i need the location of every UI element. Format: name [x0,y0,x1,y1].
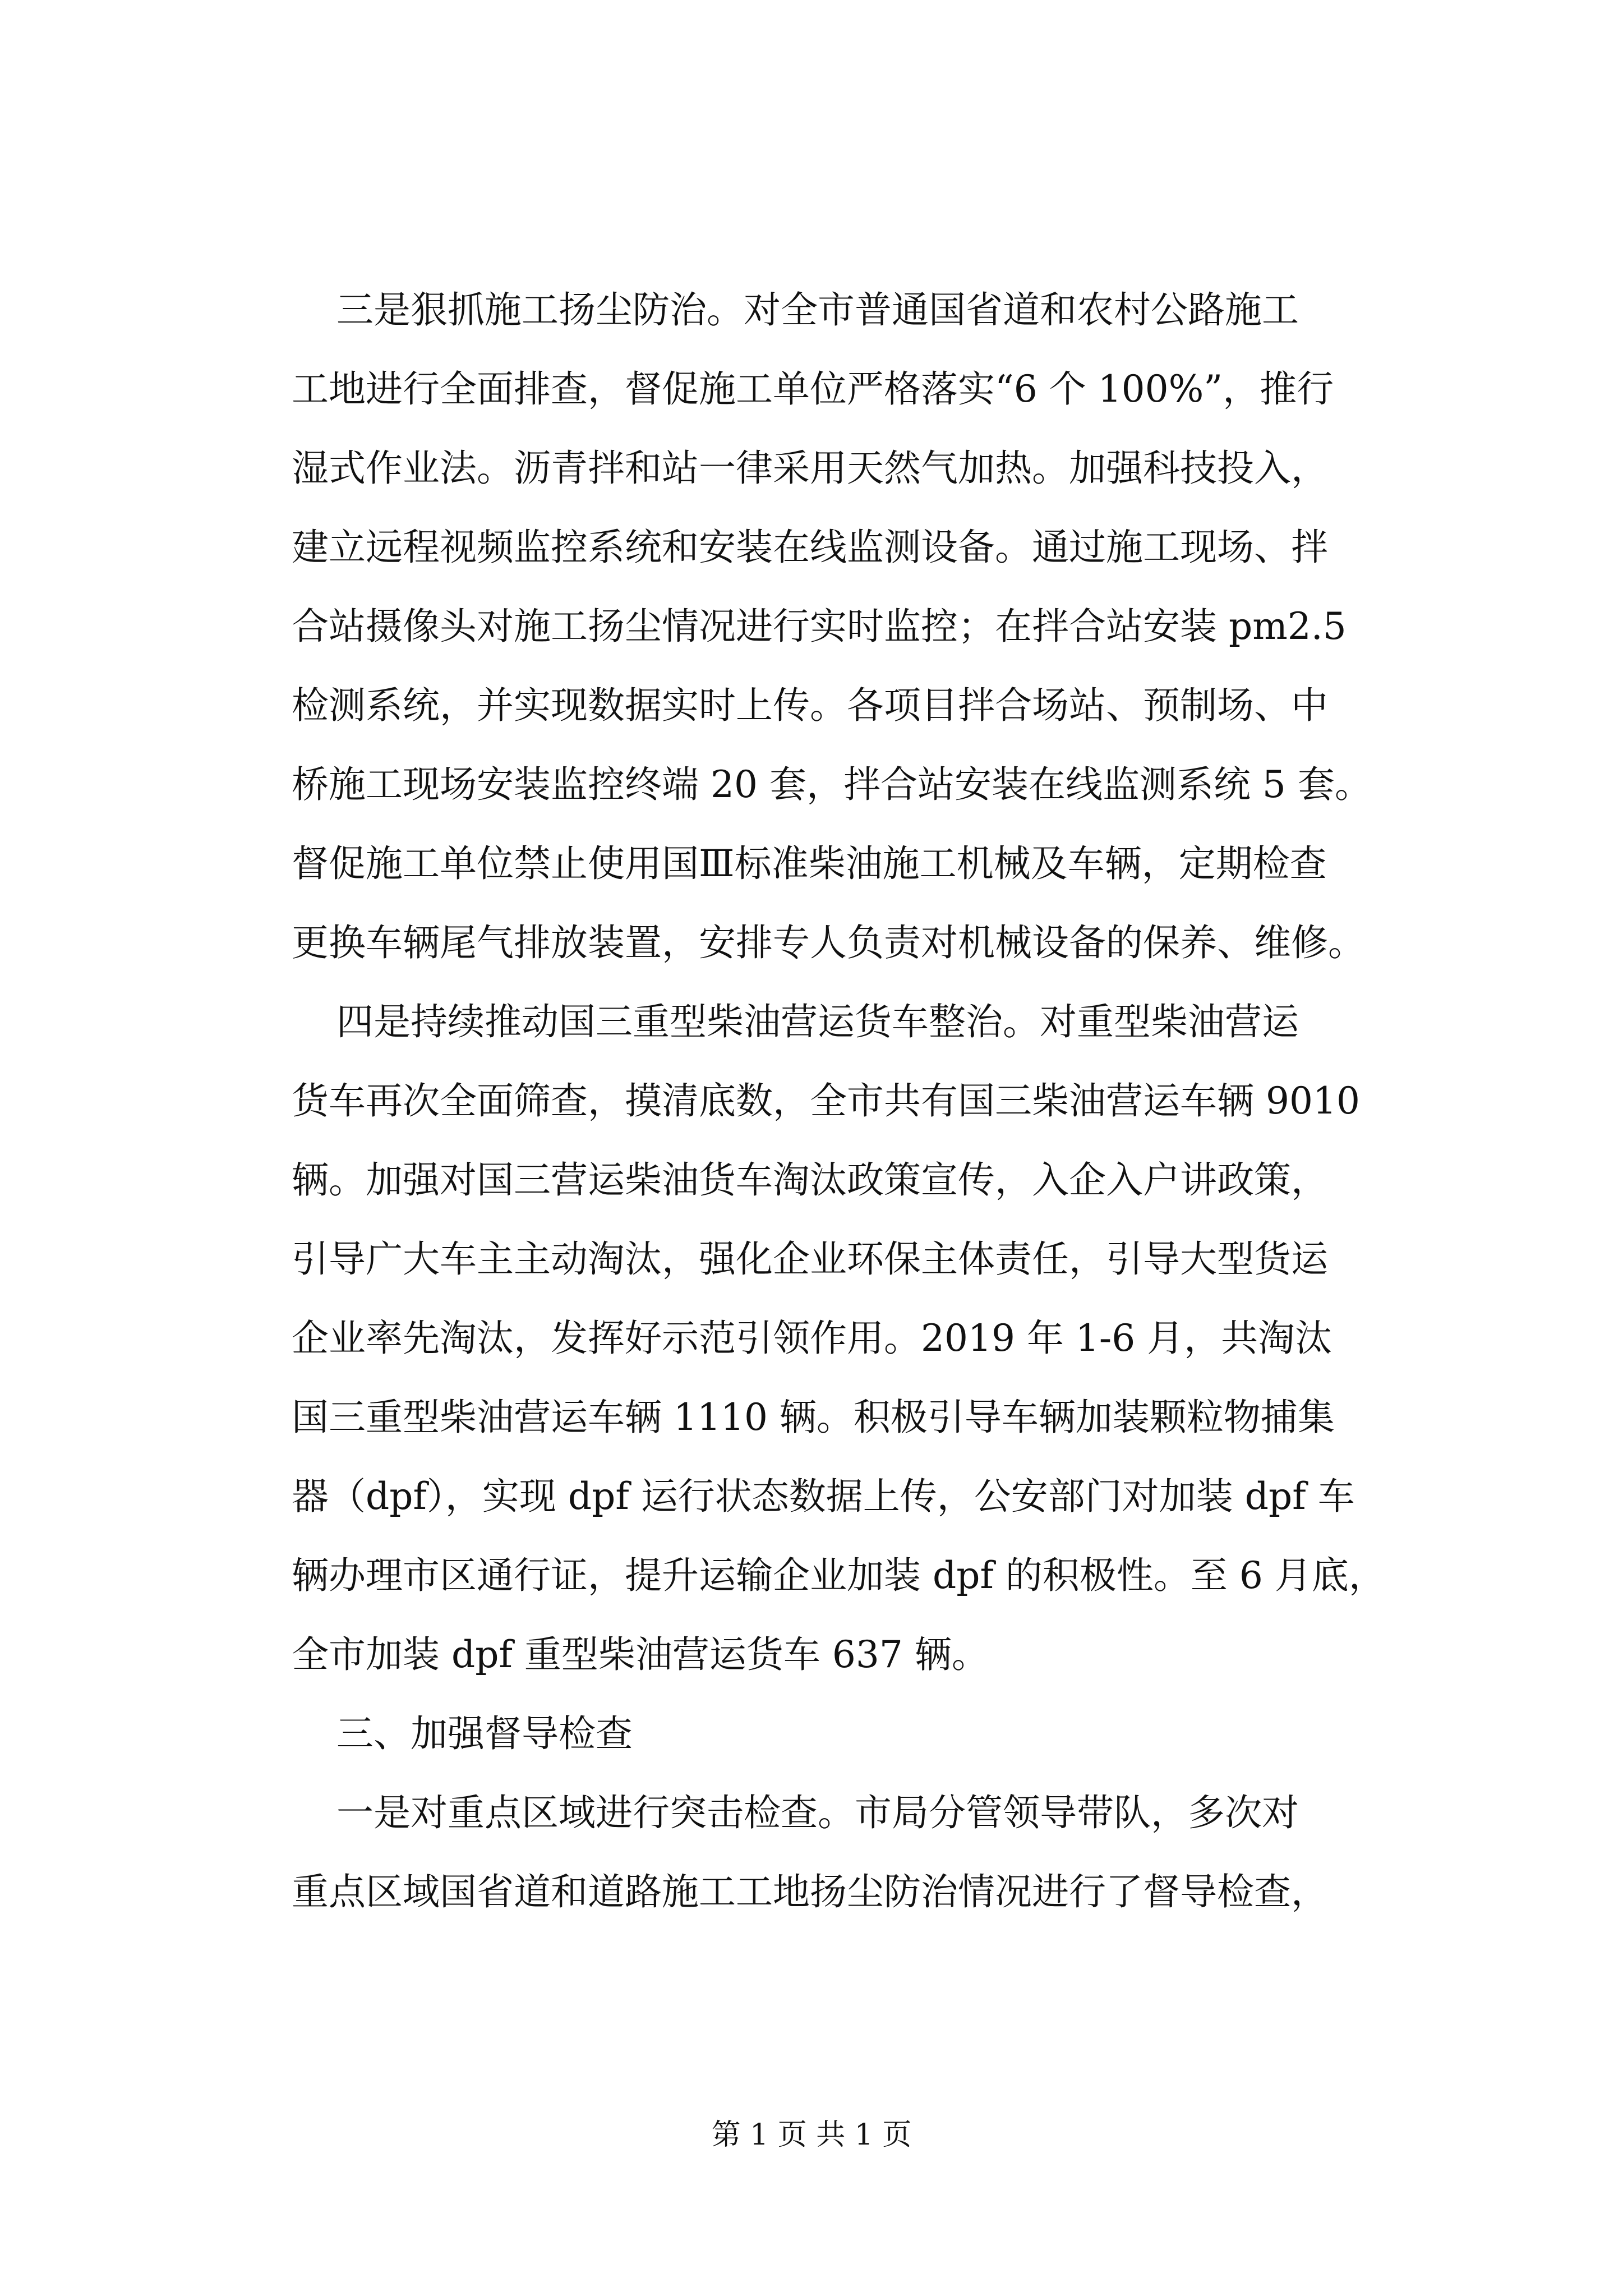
text-line: 工地进行全面排查，督促施工单位严格落实“6 个 100%”，推行 [292,367,1334,411]
text-line: 合站摄像头对施工扬尘情况进行实时监控；在拌合站安装 pm2.5 [292,605,1347,648]
text-line: 企业率先淘汰，发挥好示范引领作用。2019 年 1-6 月，共淘汰 [292,1317,1332,1360]
text-line: 器（dpf），实现 dpf 运行状态数据上传，公安部门对加装 dpf 车 [292,1475,1355,1518]
text-line: 国三重型柴油营运车辆 1110 辆。积极引导车辆加装颗粒物捕集 [292,1396,1335,1439]
page-footer: 第 1 页 共 1 页 [711,2118,912,2152]
text-line: 四是持续推动国三重型柴油营运货车整治。对重型柴油营运 [336,1000,1299,1043]
text-line: 检测系统，并实现数据实时上传。各项目拌合场站、预制场、中 [292,684,1328,727]
text-line: 全市加装 dpf 重型柴油营运货车 637 辆。 [292,1633,989,1676]
text-line: 桥施工现场安装监控终端 20 套，拌合站安装在线监测系统 5 套。 [292,763,1372,806]
text-line: 辆。加强对国三营运柴油货车淘汰政策宣传，入企入户讲政策， [292,1158,1328,1202]
text-line: 引导广大车主主动淘汰，强化企业环保主体责任，引导大型货运 [292,1237,1328,1281]
section-heading: 三、加强督导检查 [336,1712,633,1755]
text-line: 建立远程视频监控系统和安装在线监测设备。通过施工现场、拌 [292,526,1328,569]
text-line: 三是狠抓施工扬尘防治。对全市普通国省道和农村公路施工 [336,288,1299,332]
text-line: 重点区域国省道和道路施工工地扬尘防治情况进行了督导检查， [292,1870,1328,1913]
text-line: 湿式作业法。沥青拌和站一律采用天然气加热。加强科技投入， [292,447,1328,490]
text-line: 货车再次全面筛查，摸清底数，全市共有国三柴油营运车辆 9010 [292,1079,1360,1122]
text-line: 辆办理市区通行证，提升运输企业加装 dpf 的积极性。至 6 月底， [292,1554,1386,1597]
text-line: 更换车辆尾气排放装置，安排专人负责对机械设备的保养、维修。 [292,921,1365,964]
text-line: 督促施工单位禁止使用国Ⅲ标准柴油施工机械及车辆，定期检查 [292,842,1327,885]
text-line: 一是对重点区域进行突击检查。市局分管领导带队，多次对 [336,1791,1299,1834]
